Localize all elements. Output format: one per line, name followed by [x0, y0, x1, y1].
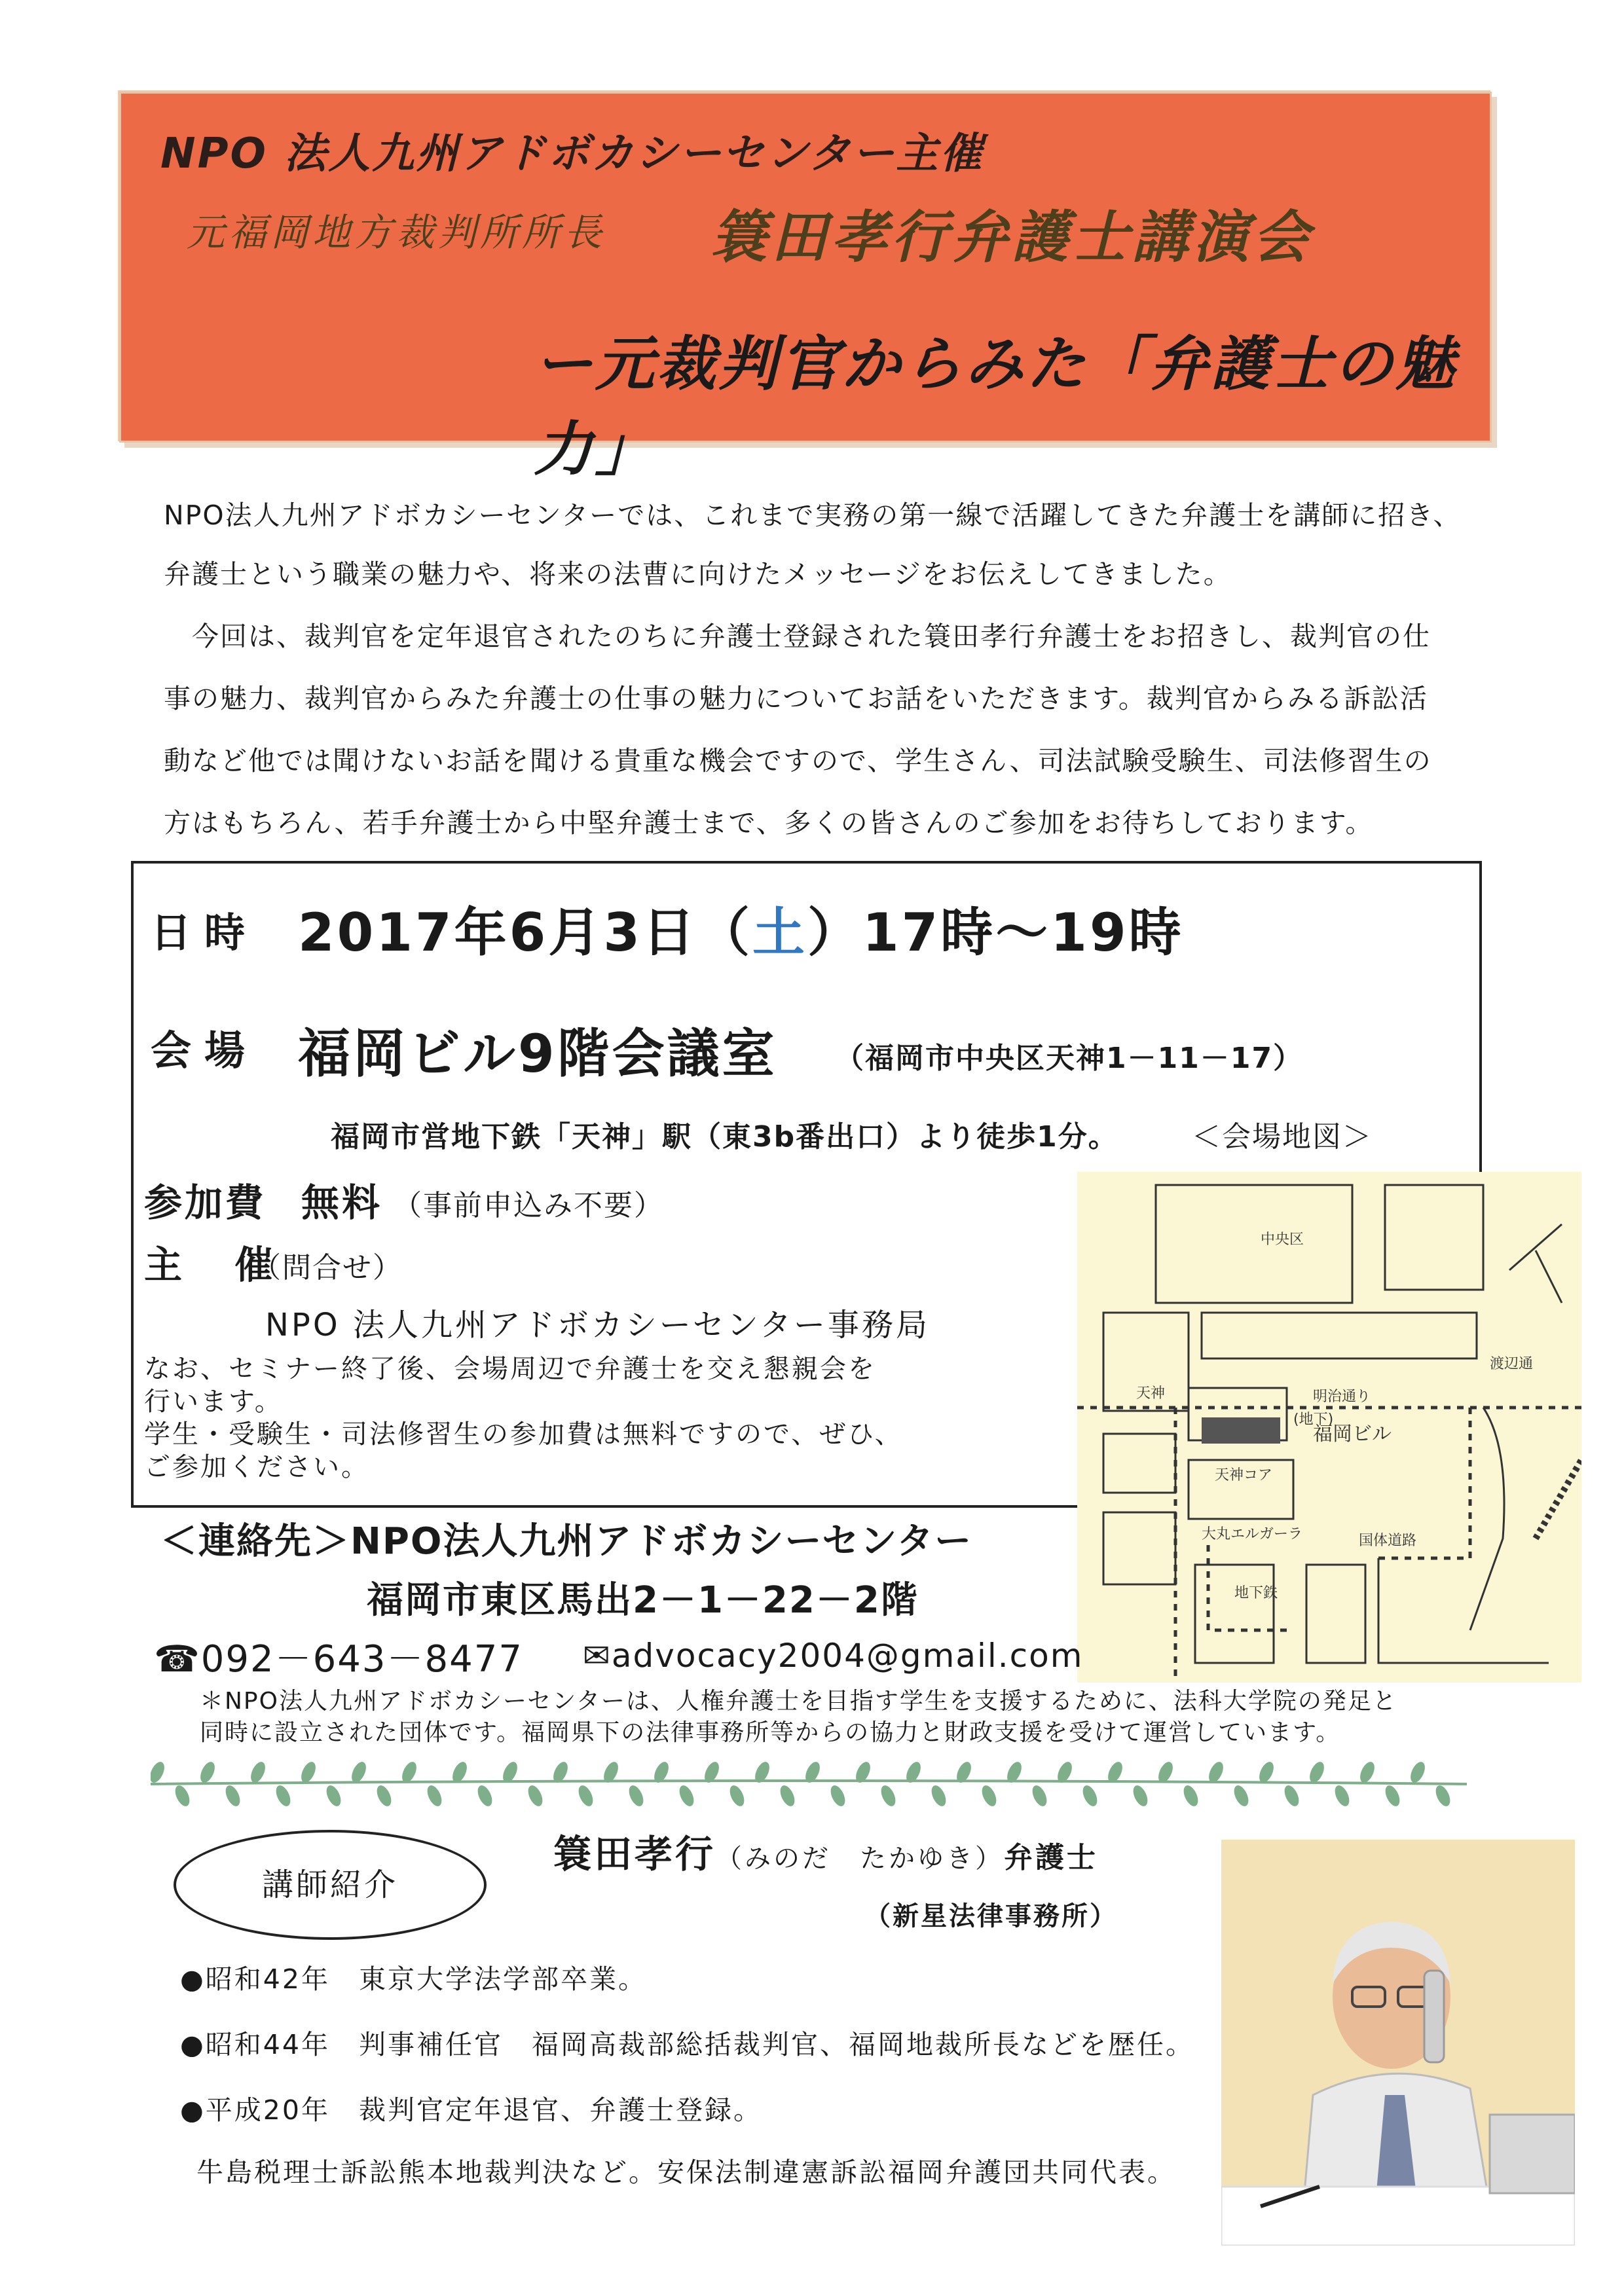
map-label: 大丸エルガーラ	[1202, 1526, 1303, 1542]
vine-leaf	[223, 1783, 243, 1808]
vine-leaf	[1282, 1783, 1302, 1808]
intro-line: 弁護士という職業の魅力や、将来の法曹に向けたメッセージをお伝えしてきました。	[164, 558, 1232, 590]
vine-leaf	[1332, 1783, 1352, 1808]
vine-leaf	[626, 1783, 646, 1808]
vine-leaf	[777, 1783, 798, 1808]
vine-leaf	[727, 1783, 747, 1808]
speaker-firm: （新星法律事務所）	[864, 1901, 1118, 1931]
access-info: 福岡市営地下鉄「天神」駅（東3b番出口）より徒歩1分。	[331, 1120, 1118, 1154]
vine-leaf	[1130, 1783, 1151, 1808]
map-label: 天神	[1136, 1385, 1166, 1402]
leaf-icon	[151, 1758, 1467, 1810]
speaker-photo	[1221, 1840, 1575, 2246]
venue-label: 会場	[151, 1027, 259, 1074]
date-label: 日時	[151, 909, 259, 957]
vine-leaf	[828, 1783, 848, 1808]
fee-value: 無料	[301, 1180, 383, 1225]
map-label: 地下鉄	[1234, 1585, 1278, 1601]
venue-map	[1077, 1172, 1581, 1683]
contact-email[interactable]: ✉advocacy2004@gmail.com	[583, 1637, 1084, 1675]
host-office: NPO 法人九州アドボカシーセンター事務局	[265, 1307, 931, 1343]
vine-leaf	[676, 1783, 697, 1808]
phone-icon: ☎	[154, 1638, 201, 1681]
map-label: 明治通り	[1313, 1389, 1371, 1405]
speaker-section-label: 講師紹介	[174, 1830, 487, 1940]
map-label: 中央区	[1261, 1231, 1304, 1248]
map-caption: ＜会場地図＞	[1192, 1120, 1373, 1154]
host-note: （問合せ）	[252, 1251, 403, 1285]
org-note-line: ＊NPO法人九州アドボカシーセンターは、人権弁護士を目指す学生を支援するために、法科大学院の発足と	[200, 1688, 1397, 1715]
intro-line: NPO法人九州アドボカシーセンターでは、これまで実務の第一線で活躍してきた弁護士を講師に招き、	[164, 500, 1462, 531]
party-note-line: 学生・受験生・司法修習生の参加費は無料ですので、ぜひ、	[144, 1419, 903, 1449]
vine-leaf	[374, 1783, 394, 1808]
intro-line: 事の魅力、裁判官からみた弁護士の仕事の魅力についてお話をいただきます。裁判官からみる訴訟活	[164, 683, 1428, 714]
contact-heading: ＜連絡先＞NPO法人九州アドボカシーセンター	[160, 1520, 973, 1563]
party-note-line: ご参加ください。	[144, 1452, 369, 1482]
vine-leaf	[273, 1783, 293, 1808]
contact-phone: ☎092－643－8477	[154, 1638, 524, 1681]
vine-leaf	[1382, 1783, 1403, 1808]
fee-note: （事前申込み不要）	[393, 1189, 664, 1222]
org-note-line: 同時に設立された団体です。福岡県下の法律事務所等からの協力と財政支援を受けて運営しています。	[200, 1719, 1341, 1746]
vine-leaf	[929, 1783, 949, 1808]
event-title: 簑田孝行弁護士講演会	[710, 205, 1313, 270]
history-item: ●昭和44年 判事補任官 福岡高裁部総括裁判官、福岡地裁所長などを歴任。	[180, 2029, 1194, 2060]
speaker-reading: （みのだ たかゆき）	[716, 1844, 1005, 1874]
speaker-name: 簑田孝行	[553, 1832, 716, 1876]
speaker-title: 弁護士	[1004, 1841, 1099, 1874]
party-note-line: なお、セミナー終了後、会場周辺で弁護士を交え懇親会を	[144, 1354, 876, 1384]
vine-leaf	[424, 1783, 445, 1808]
vine-leaf	[1307, 1760, 1327, 1785]
event-subtitle: ー元裁判官からみた「弁護士の魅力」	[534, 330, 1457, 484]
map-label: 国体道路	[1359, 1533, 1417, 1549]
vine-leaf	[979, 1783, 999, 1808]
mail-icon: ✉	[583, 1637, 612, 1675]
vine-leaf	[198, 1760, 218, 1785]
event-date: 2017年6月3日（土）17時～19時	[298, 902, 1184, 963]
party-note-line: 行います。	[144, 1387, 283, 1417]
history-item: ●昭和42年 東京大学法学部卒業。	[180, 1963, 647, 1995]
organizer-line: NPO 法人九州アドボカシーセンター主催	[160, 130, 984, 178]
vine-leaf	[1357, 1760, 1378, 1785]
person-icon	[1221, 1840, 1575, 2246]
vine-divider	[151, 1758, 1467, 1810]
vine-leaf	[1181, 1783, 1201, 1808]
history-item: ●平成20年 裁判官定年退官、弁護士登録。	[180, 2094, 762, 2126]
vine-leaf	[1029, 1783, 1050, 1808]
host-label: 主 催	[144, 1243, 293, 1287]
vine-leaf	[878, 1783, 898, 1808]
vine-leaf	[1433, 1783, 1453, 1808]
map-label: 福岡ビル	[1313, 1423, 1392, 1446]
venue-address: （福岡市中央区天神1－11－17）	[835, 1042, 1304, 1075]
vine-leaf	[1408, 1760, 1428, 1785]
venue-map-drawing	[1077, 1172, 1581, 1683]
speaker-name-line	[553, 1823, 1098, 1878]
vine-leaf	[151, 1760, 167, 1785]
venue-name: 福岡ビル9階会議室	[298, 1023, 777, 1084]
speaker-cases: 牛島税理士訴訟熊本地裁判決など。安保法制違憲訴訟福岡弁護団共同代表。	[196, 2157, 1176, 2188]
map-label: 渡辺通	[1490, 1356, 1534, 1372]
vine-leaf	[475, 1783, 495, 1808]
map-label: (地下)	[1293, 1412, 1334, 1428]
intro-line: 今回は、裁判官を定年退官されたのちに弁護士登録された簑田孝行弁護士をお招きし、裁判官の仕	[164, 621, 1431, 652]
vine-leaf	[299, 1760, 319, 1785]
vine-leaf	[323, 1783, 344, 1808]
vine-leaf	[248, 1760, 268, 1785]
intro-line: 方はもちろん、若手弁護士から中堅弁護士まで、多くの皆さんのご参加をお待ちしております。	[164, 807, 1374, 839]
event-weekday: 土	[752, 902, 807, 963]
contact-address: 福岡市東区馬出2－1－22－2階	[367, 1579, 919, 1622]
intro-line: 動など他では聞けないお話を聞ける貴重な機会ですので、学生さん、司法試験受験生、司法修習生の	[164, 745, 1432, 776]
vine-leaf	[1080, 1783, 1100, 1808]
header-banner	[119, 92, 1492, 484]
fee-label: 参加費	[144, 1180, 267, 1225]
vine-leaf	[525, 1783, 545, 1808]
former-title: 元福岡地方裁判所所長	[187, 210, 606, 255]
map-label: 天神コア	[1215, 1467, 1273, 1484]
vine-leaf	[576, 1783, 596, 1808]
vine-leaf	[172, 1783, 193, 1808]
vine-leaf	[1231, 1783, 1251, 1808]
